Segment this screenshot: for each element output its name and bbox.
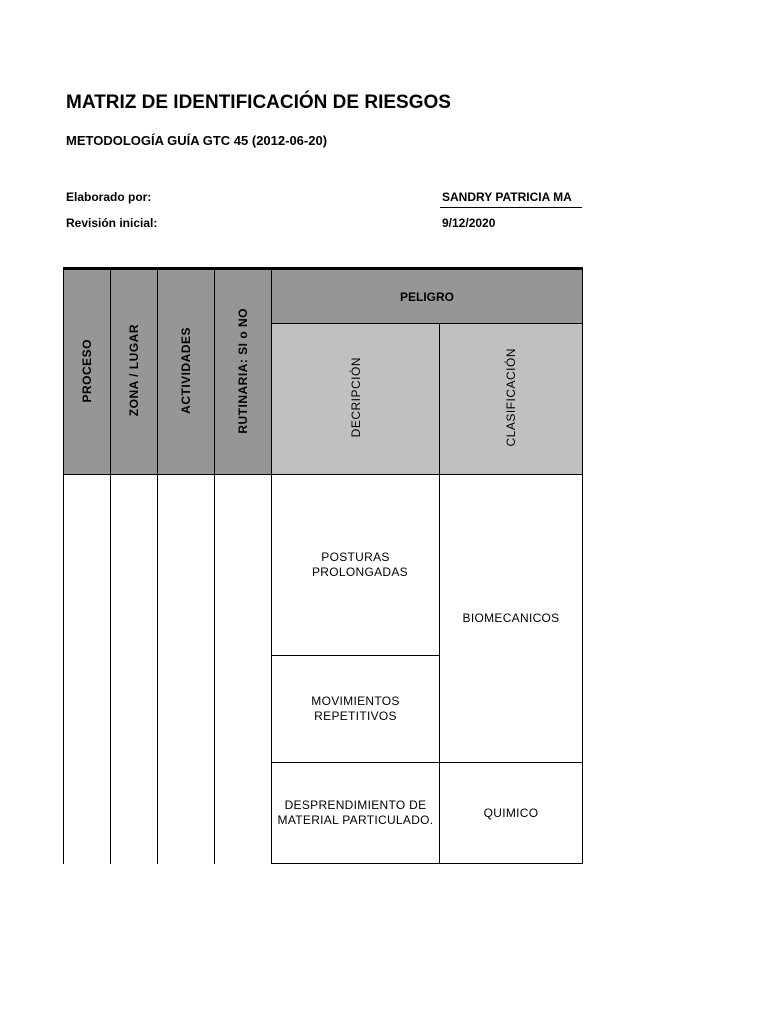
descripcion-cell	[272, 763, 440, 864]
clasificacion-text: QUIMICO	[483, 805, 539, 820]
proceso-cell	[64, 475, 111, 864]
risk-matrix-table	[63, 267, 583, 864]
header-descripcion	[272, 324, 440, 475]
header-zona	[111, 269, 158, 475]
document-subtitle: METODOLOGÍA GUÍA GTC 45 (2012-06-20)	[66, 133, 328, 148]
header-row-top	[64, 269, 583, 324]
header-rutinaria	[215, 269, 272, 475]
zona-cell	[111, 475, 158, 864]
descripcion-text: MOVIMIENTOS REPETITIVOS	[311, 694, 400, 723]
descripcion-cell	[272, 475, 440, 656]
clasificacion-cell	[440, 475, 583, 763]
revision-label: Revisión inicial:	[66, 216, 158, 230]
header-proceso	[64, 269, 111, 475]
header-descripcion-label: DECRIPCIÓN	[348, 357, 363, 438]
elaborado-underline	[440, 207, 582, 208]
header-proceso-label: PROCESO	[80, 338, 94, 403]
header-zona-label: ZONA / LUGAR	[127, 324, 141, 417]
elaborado-label: Elaborado por:	[66, 190, 152, 204]
revision-value: 9/12/2020	[442, 216, 496, 230]
clasificacion-cell	[440, 763, 583, 864]
header-actividades	[158, 269, 215, 475]
header-clasificacion-label: CLASIFICACIÓN	[504, 348, 518, 447]
descripcion-text: DESPRENDIMIENTO DE MATERIAL PARTICULADO.	[277, 798, 434, 827]
rutinaria-cell	[215, 475, 272, 864]
table-row	[64, 475, 583, 656]
header-rutinaria-label: RUTINARIA: SI o NO	[236, 307, 250, 434]
header-clasificacion	[440, 324, 583, 475]
descripcion-cell	[272, 656, 440, 763]
header-peligro: PELIGRO	[272, 269, 583, 324]
descripcion-text: POSTURAS PROLONGADAS	[312, 550, 408, 579]
actividades-cell	[158, 475, 215, 864]
document-title: MATRIZ DE IDENTIFICACIÓN DE RIESGOS	[66, 92, 451, 113]
clasificacion-text: BIOMECANICOS	[462, 611, 560, 625]
elaborado-value: SANDRY PATRICIA MA	[442, 190, 572, 204]
header-actividades-label: ACTIVIDADES	[179, 327, 193, 414]
